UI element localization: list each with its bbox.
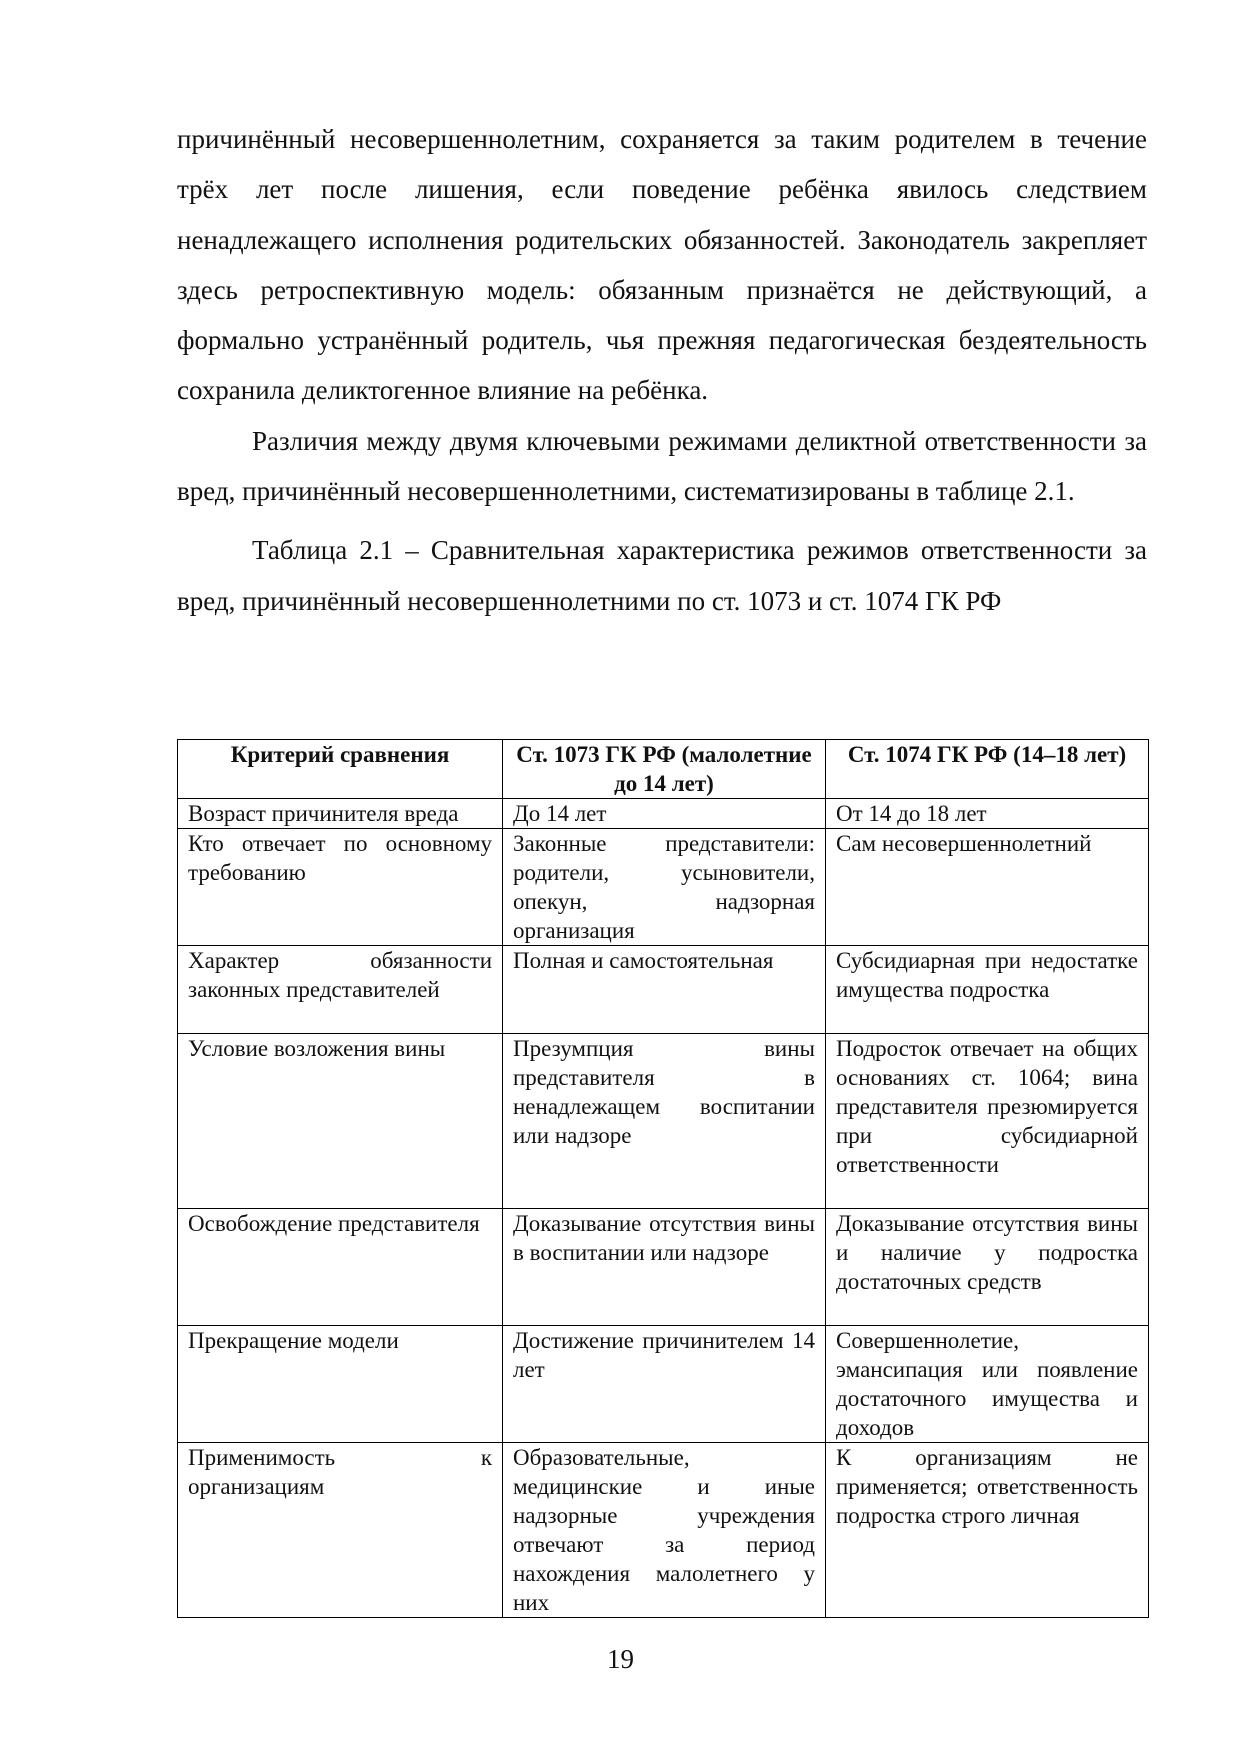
- table-cell: Полная и самостоятельная: [503, 946, 826, 1034]
- table-cell: Законные представители: родители, усыновители, опекун, надзорная организация: [503, 829, 826, 946]
- table-cell: Подросток отвечает на общих основаниях ст. 1064; вина представителя презюмируется при субсидиарной ответственности: [826, 1034, 1149, 1209]
- table-cell: Возраст причинителя вреда: [178, 799, 503, 829]
- table-cell: Характер обязанности законных представителей: [178, 946, 503, 1034]
- table-cell: К организациям не применяется; ответственность подростка строго личная: [826, 1443, 1149, 1618]
- table-cell: Презумпция вины представителя в ненадлежащем воспитании или надзоре: [503, 1034, 826, 1209]
- table-cell: Доказывание отсутствия вины в воспитании или надзоре: [503, 1209, 826, 1326]
- table-row: [178, 1034, 1149, 1209]
- table-cell: Условие возложения вины: [178, 1034, 503, 1209]
- table-cell: До 14 лет: [503, 799, 826, 829]
- table-row: [178, 1209, 1149, 1326]
- table-cell: Образовательные, медицинские и иные надзорные учреждения отвечают за период нахождения малолетнего у них: [503, 1443, 826, 1618]
- table-cell: Кто отвечает по основному требованию: [178, 829, 503, 946]
- comparison-table: [177, 739, 1149, 1618]
- header-art-1074: Ст. 1074 ГК РФ (14–18 лет): [826, 740, 1149, 799]
- table-cell: Применимость к организациям: [178, 1443, 503, 1618]
- paragraph-continuation: причинённый несовершеннолетним, сохраняется за таким родителем в течение трёх лет после лишения, если поведение ребёнка явилось следствием ненадлежащего исполнения родительских обязанностей. Законодатель закрепляет здесь ретроспективную модель: обязанным признаётся не действующий, а формально устранённый родитель, чья прежняя педагогическая бездеятельность сохранила деликтогенное влияние на ребёнка.: [177, 124, 1147, 406]
- header-art-1073: Ст. 1073 ГК РФ (малолетние до 14 лет): [503, 740, 826, 799]
- table-row: [178, 829, 1149, 946]
- header-criterion: Критерий сравнения: [178, 740, 503, 799]
- table-header-row: [178, 740, 1149, 799]
- table-cell: Доказывание отсутствия вины и наличие у подростка достаточных средств: [826, 1209, 1149, 1326]
- table-cell: Освобождение представителя: [178, 1209, 503, 1326]
- table-cell: Прекращение модели: [178, 1326, 503, 1443]
- paragraph-differences: Различия между двумя ключевыми режимами деликтной ответственности за вред, причинённый несовершеннолетними, систематизированы в таблице 2.1.: [177, 425, 1147, 507]
- table-row: [178, 799, 1149, 829]
- table-row: [178, 946, 1149, 1034]
- table-cell: Субсидиарная при недостатке имущества подростка: [826, 946, 1149, 1034]
- table-cell: От 14 до 18 лет: [826, 799, 1149, 829]
- table-cell: Сам несовершеннолетний: [826, 829, 1149, 946]
- table-row: [178, 1326, 1149, 1443]
- table-cell: Совершеннолетие, эмансипация или появление достаточного имущества и доходов: [826, 1326, 1149, 1443]
- table-caption: Таблица 2.1 – Сравнительная характеристика режимов ответственности за вред, причинённый несовершеннолетними по ст. 1073 и ст. 1074 ГК РФ: [177, 535, 1147, 616]
- table-cell: Достижение причинителем 14 лет: [503, 1326, 826, 1443]
- page-number: 19: [607, 1644, 634, 1674]
- table-row: [178, 1443, 1149, 1618]
- body-text: [177, 114, 1147, 626]
